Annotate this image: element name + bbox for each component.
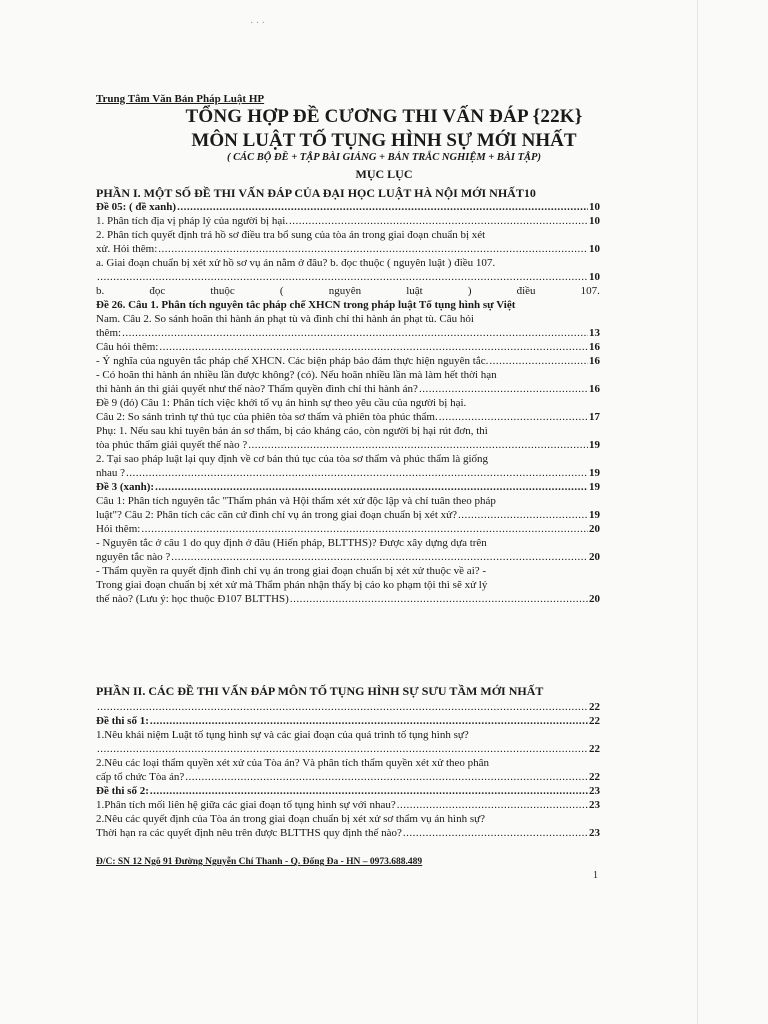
toc-entry[interactable]: 1. Phân tích địa vị pháp lý của người bị hại. ..... 10 xyxy=(96,214,600,228)
part1-block xyxy=(96,186,600,606)
toc-entry[interactable]: Câu hỏi thêm: ..... 16 xyxy=(96,340,600,354)
toc-entry[interactable]: - Ý nghĩa của nguyên tắc pháp chế XHCN. Các biện pháp bảo đảm thực hiện nguyên tắc. ..... 16 xyxy=(96,354,600,368)
header-org: Trung Tâm Văn Bản Pháp Luật HP xyxy=(96,93,265,105)
spread-word: đọc xyxy=(149,285,166,297)
part1-heading: PHẦN I. MỘT SỐ ĐỀ THI VẤN ĐÁP CỦA ĐẠI HỌC LUẬT HÀ NỘI MỚI NHẤT10 xyxy=(96,186,536,200)
toc-entry-text: a. Giai đoạn chuẩn bị xét xử hồ sơ vụ án nằm ở đâu? b. đọc thuộc ( nguyên luật ) điều 107. xyxy=(96,257,496,269)
title-line-1: TỔNG HỢP ĐỀ CƯƠNG THI VẤN ĐÁP {22K} xyxy=(185,106,583,127)
spread-word: luật xyxy=(406,285,423,297)
toc-entry[interactable]: nhau ? ..... 19 xyxy=(96,466,600,480)
toc-entry[interactable]: tòa phúc thẩm giải quyết thế nào ? ..... 19 xyxy=(96,438,600,452)
toc-entry[interactable]: cấp tổ chức Tòa án? ..... 22 xyxy=(96,770,600,784)
toc-entry-text: Đề 26. Câu 1. Phân tích nguyên tắc pháp chế XHCN trong pháp luật Tố tụng hình sự Việt xyxy=(96,299,516,311)
toc-entry[interactable]: 1.Phân tích mối liên hệ giữa các giai đoạn tố tụng hình sự với nhau? ..... 23 xyxy=(96,798,600,812)
toc-entry-text: 2. Tại sao pháp luật lại quy định về cơ bản thủ tục của tòa sơ thẩm và phúc thẩm là giống xyxy=(96,453,489,465)
toc-entry[interactable]: ..... 22 xyxy=(96,742,600,756)
toc-entry[interactable]: thi hành án thì giải quyết như thế nào? Thẩm quyền đình chỉ thi hành án? ..... 16 xyxy=(96,382,600,396)
spread-word: nguyên xyxy=(328,285,362,297)
toc-entry[interactable]: luật"? Câu 2: Phân tích các căn cứ đình chỉ vụ án trong giai đoạn chuẩn bị xét xử? ..... 19 xyxy=(96,508,600,522)
toc-entry[interactable]: thế nào? (Lưu ý: học thuộc Đ107 BLTTHS) ..... 20 xyxy=(96,592,600,606)
toc-entry-text: Phụ: 1. Nếu sau khi tuyên bản án sơ thẩm, bị cáo kháng cáo, còn người bị hại rút đơn, thì xyxy=(96,425,488,437)
toc-entry-text: - Có hoãn thi hành án nhiều lần được không? (có). Nếu hoãn nhiều lần mà làm hết thời hạn xyxy=(96,369,497,381)
toc-entry[interactable]: nguyên tắc nào ? ..... 20 xyxy=(96,550,600,564)
part2-heading: PHẦN II. CÁC ĐỀ THI VẤN ĐÁP MÔN TỐ TỤNG HÌNH SỰ SƯU TẦM MỚI NHẤT xyxy=(96,684,544,698)
toc-entry-text: - Thẩm quyền ra quyết định đình chỉ vụ án trong giai đoạn chuẩn bị xét xử thuộc về ai? - xyxy=(96,565,487,577)
toc-entry-text: Câu 1: Phân tích nguyên tắc "Thẩm phán và Hội thẩm xét xử độc lập và chỉ tuân theo pháp xyxy=(96,495,496,507)
toc-entry[interactable]: Thời hạn ra các quyết định nêu trên được BLTTHS quy định thế nào? ..... 23 xyxy=(96,826,600,840)
subtitle: ( CÁC BỘ ĐỀ + TẬP BÀI GIẢNG + BẢN TRẮC NGHIỆM + BÀI TẬP) xyxy=(227,152,541,163)
page-number: 1 xyxy=(593,870,598,881)
toc-entry-text: Trong giai đoạn chuẩn bị xét xử mà Thẩm phán nhận thấy bị cáo ko phạm tội thì sẽ xử lý xyxy=(96,579,488,591)
spread-word: ) xyxy=(467,285,472,297)
toc-entry-spread[interactable] xyxy=(96,284,600,298)
toc-entry-text: 2.Nêu các quyết định của Tòa án trong giai đoạn chuẩn bị xét xử sơ thẩm vụ án hình sự? xyxy=(96,813,485,825)
spread-word: điều xyxy=(516,285,536,297)
title-line-2: MÔN LUẬT TỐ TỤNG HÌNH SỰ MỚI NHẤT xyxy=(191,130,577,151)
scan-mark: · · · xyxy=(250,18,265,29)
toc-entry[interactable]: Câu 2: So sánh trình tự thủ tục của phiên tòa sơ thẩm và phiên tòa phúc thẩm. ..... 17 xyxy=(96,410,600,424)
spread-word: thuộc xyxy=(210,285,235,297)
toc-entry-text: 1.Nêu khái niệm Luật tố tụng hình sự và các giai đoạn của quá trình tố tụng hình sự? xyxy=(96,729,469,741)
toc-entry[interactable]: Đề thi số 1: ..... 22 xyxy=(96,714,600,728)
spread-word: ( xyxy=(279,285,284,297)
toc-entry-text: 2. Phân tích quyết định trả hồ sơ điều tra bổ sung của tòa án trong giai đoạn chuẩn bị xét xyxy=(96,229,486,241)
toc-entry[interactable]: Đề 05: ( đề xanh) ..... 10 xyxy=(96,200,600,214)
footer-address: Đ/C: SN 12 Ngõ 91 Đường Nguyễn Chí Thanh - Q. Đống Đa - HN – 0973.688.489 xyxy=(96,857,423,867)
spread-word: b. xyxy=(96,285,105,297)
spread-word: 107. xyxy=(580,285,600,297)
toc-entry-text: Đề 9 (đỏ) Câu 1: Phân tích việc khởi tố vụ án hình sự theo yêu cầu của người bị hại. xyxy=(96,397,467,409)
toc-entry[interactable]: ..... 22 xyxy=(96,700,600,714)
toc-entry[interactable]: thêm: ..... 13 xyxy=(96,326,600,340)
toc-entry-text: Nam. Câu 2. So sánh hoãn thi hành án phạt tù và đình chỉ thi hành án phạt tù. Câu hỏi xyxy=(96,313,474,325)
toc-entry[interactable]: Hỏi thêm: ..... 20 xyxy=(96,522,600,536)
toc-entry[interactable]: Đề thi số 2: ..... 23 xyxy=(96,784,600,798)
toc-entry[interactable]: Đề 3 (xanh): ..... 19 xyxy=(96,480,600,494)
toc-entry-text: 2.Nêu các loại thẩm quyền xét xử của Tòa án? Và phân tích thẩm quyền xét xử theo phân xyxy=(96,757,490,769)
toc-entry-text: - Nguyên tắc ở câu 1 do quy định ở đâu (Hiến pháp, BLTTHS)? Được xây dựng dựa trên xyxy=(96,537,487,549)
toc-entry[interactable]: xử. Hỏi thêm: ..... 10 xyxy=(96,242,600,256)
toc-entry[interactable]: ..... 10 xyxy=(96,270,600,284)
part2-block xyxy=(96,684,600,840)
toc-heading: MỤC LỤC xyxy=(355,167,413,181)
